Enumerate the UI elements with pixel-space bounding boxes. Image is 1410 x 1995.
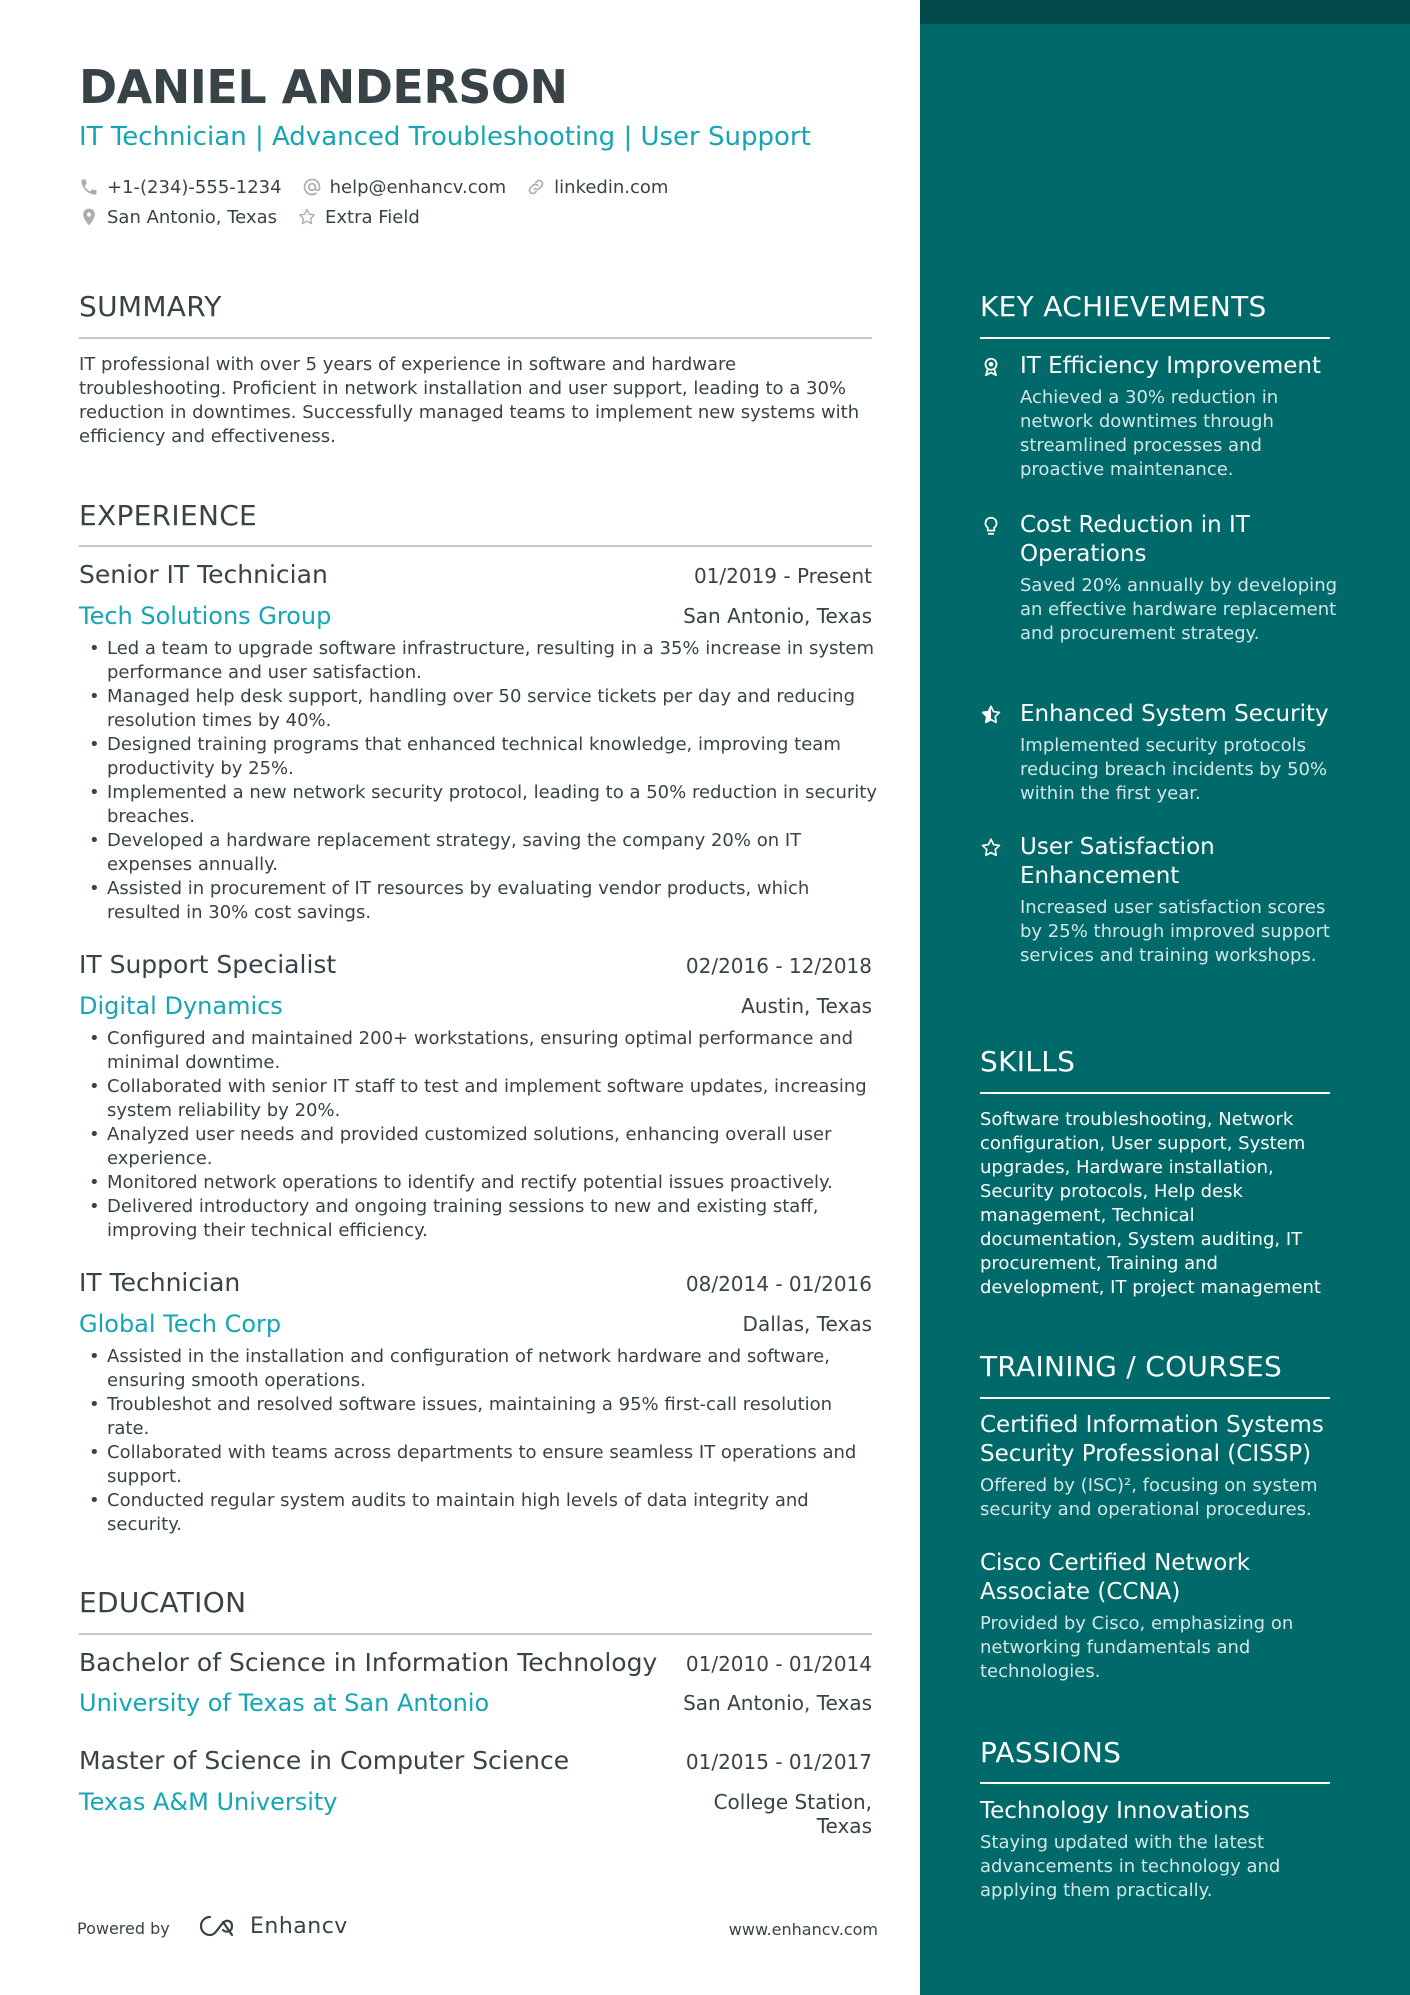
website-text[interactable]: linkedin.com xyxy=(554,176,669,198)
contact-email[interactable] xyxy=(302,177,507,198)
achievements-heading: KEY ACHIEVEMENTS xyxy=(980,290,1267,323)
job-location: Austin, Texas xyxy=(741,994,872,1018)
job-role: IT Support Specialist xyxy=(79,950,337,979)
enhancv-logo xyxy=(196,1912,348,1940)
achievement-desc: Implemented security protocols reducing breach incidents by 50% within the first year. xyxy=(1020,735,1328,804)
job-location: San Antonio, Texas xyxy=(683,604,872,628)
achievement-item xyxy=(980,352,1340,482)
education-date: 01/2010 - 01/2014 xyxy=(685,1652,872,1676)
lightbulb-icon xyxy=(980,515,1002,537)
award-icon xyxy=(980,356,1002,378)
job-bullet: • Designed training programs that enhanced technical knowledge, improving team productivity by 25%. xyxy=(79,733,879,781)
skills-divider xyxy=(980,1092,1330,1094)
contact-location xyxy=(79,207,277,228)
achievement-item xyxy=(980,833,1340,968)
candidate-headline: IT Technician | Advanced Troubleshooting | User Support xyxy=(79,122,811,152)
email-text[interactable]: help@enhancv.com xyxy=(329,176,507,198)
passions-divider xyxy=(980,1782,1330,1784)
education-degree: Master of Science in Computer Science xyxy=(79,1746,570,1775)
job-bullet: • Collaborated with senior IT staff to test and implement software updates, increasing system reliability by 20%. xyxy=(79,1075,879,1123)
achievement-desc: Saved 20% annually by developing an effective hardware replacement and procurement strategy. xyxy=(1020,575,1338,644)
star-outline-icon xyxy=(980,837,1002,859)
passion-title: Technology Innovations xyxy=(980,1798,1250,1824)
training-divider xyxy=(980,1397,1330,1399)
job-date: 08/2014 - 01/2016 xyxy=(685,1272,872,1296)
education-school: University of Texas at San Antonio xyxy=(79,1689,490,1717)
course-item xyxy=(980,1549,1340,1684)
extra-field-text: Extra Field xyxy=(325,206,420,228)
education-location: San Antonio, Texas xyxy=(683,1691,872,1715)
star-half-icon xyxy=(980,704,1002,726)
summary-text: IT professional with over 5 years of experience in software and hardware troubleshooting. Proficient in network installation and user support, leading to a 30% reduction in downtimes. Successfully managed teams to implement new systems with efficiency and effectiveness. xyxy=(79,354,860,447)
skills-text: Software troubleshooting, Network configuration, User support, System upgrades, Hardware installation, Security protocols, Help desk management, Technical documentation, System auditing, IT procurement, Training and development, IT project management xyxy=(980,1109,1321,1298)
job-bullet: • Troubleshot and resolved software issues, maintaining a 95% first-call resolution rate. xyxy=(79,1393,879,1441)
job-bullet: • Developed a hardware replacement strategy, saving the company 20% on IT expenses annually. xyxy=(79,829,879,877)
job-bullets xyxy=(79,637,879,925)
achievement-desc: Increased user satisfaction scores by 25% through improved support services and training workshops. xyxy=(1020,897,1330,966)
course-desc: Offered by (ISC)², focusing on system security and operational procedures. xyxy=(980,1475,1318,1520)
course-title: Cisco Certified Network Associate (CCNA) xyxy=(980,1550,1251,1605)
job-company: Tech Solutions Group xyxy=(79,602,332,630)
achievement-title: Enhanced System Security xyxy=(1020,701,1329,727)
footer-url[interactable]: www.enhancv.com xyxy=(728,1920,878,1939)
job-date: 01/2019 - Present xyxy=(693,564,872,588)
job-role: Senior IT Technician xyxy=(79,560,328,589)
course-item xyxy=(980,1411,1340,1522)
link-icon xyxy=(526,177,546,197)
job-bullet: • Managed help desk support, handling over 50 service tickets per day and reducing resolution times by 40%. xyxy=(79,685,879,733)
enhancv-logo-icon xyxy=(196,1912,242,1940)
job-bullet: • Conducted regular system audits to maintain high levels of data integrity and security. xyxy=(79,1489,879,1537)
contact-website[interactable] xyxy=(526,177,668,198)
achievement-item xyxy=(980,511,1340,646)
job-date: 02/2016 - 12/2018 xyxy=(685,954,872,978)
passion-desc: Staying updated with the latest advancements in technology and applying them practically. xyxy=(980,1832,1281,1901)
job-location: Dallas, Texas xyxy=(742,1312,872,1336)
education-divider xyxy=(79,1633,872,1635)
achievement-title: IT Efficiency Improvement xyxy=(1020,353,1321,379)
job-company: Global Tech Corp xyxy=(79,1310,282,1338)
education-heading: EDUCATION xyxy=(79,1586,247,1619)
location-pin-icon xyxy=(79,207,99,227)
course-title: Certified Information Systems Security Professional (CISSP) xyxy=(980,1412,1324,1467)
job-bullet: • Led a team to upgrade software infrastructure, resulting in a 35% increase in system performance and user satisfaction. xyxy=(79,637,879,685)
job-bullets xyxy=(79,1345,879,1537)
education-school: Texas A&M University xyxy=(79,1788,338,1816)
job-bullet: • Monitored network operations to identify and rectify potential issues proactively. xyxy=(79,1171,879,1195)
summary-heading: SUMMARY xyxy=(79,290,222,323)
achievement-title: User Satisfaction Enhancement xyxy=(1020,834,1215,889)
contact-info xyxy=(79,172,688,232)
location-text: San Antonio, Texas xyxy=(107,206,277,228)
contact-extra xyxy=(297,207,420,228)
summary-divider xyxy=(79,337,872,339)
enhancv-brand: Enhancv xyxy=(250,1913,348,1939)
passion-item xyxy=(980,1797,1340,1903)
job-bullet: • Assisted in procurement of IT resources by evaluating vendor products, which resulted in 30% cost savings. xyxy=(79,877,879,925)
education-date: 01/2015 - 01/2017 xyxy=(685,1750,872,1774)
education-location: College Station, Texas xyxy=(713,1790,872,1838)
job-bullet: • Configured and maintained 200+ workstations, ensuring optimal performance and minimal downtime. xyxy=(79,1027,879,1075)
achievement-item xyxy=(980,700,1340,806)
job-bullets xyxy=(79,1027,879,1243)
education-degree: Bachelor of Science in Information Technology xyxy=(79,1648,658,1677)
footer-powered-by: Powered by xyxy=(77,1919,170,1938)
training-heading: TRAINING / COURSES xyxy=(980,1350,1283,1383)
job-bullet: • Delivered introductory and ongoing training sessions to new and existing staff, improving their technical efficiency. xyxy=(79,1195,879,1243)
job-bullet: • Assisted in the installation and configuration of network hardware and software, ensuring smooth operations. xyxy=(79,1345,879,1393)
sidebar-top-band xyxy=(920,0,1410,24)
experience-heading: EXPERIENCE xyxy=(79,499,258,532)
passions-heading: PASSIONS xyxy=(980,1736,1122,1769)
job-bullet: • Collaborated with teams across departments to ensure seamless IT operations and support. xyxy=(79,1441,879,1489)
phone-icon xyxy=(79,177,99,197)
job-role: IT Technician xyxy=(79,1268,241,1297)
achievement-desc: Achieved a 30% reduction in network downtimes through streamlined processes and proactive maintenance. xyxy=(1020,387,1279,480)
job-bullet: • Implemented a new network security protocol, leading to a 50% reduction in security breaches. xyxy=(79,781,879,829)
course-desc: Provided by Cisco, emphasizing on networking fundamentals and technologies. xyxy=(980,1613,1294,1682)
experience-divider xyxy=(79,545,872,547)
skills-heading: SKILLS xyxy=(980,1045,1076,1078)
contact-phone xyxy=(79,177,282,198)
achievement-title: Cost Reduction in IT Operations xyxy=(1020,512,1250,567)
candidate-name: DANIEL ANDERSON xyxy=(79,60,568,114)
at-icon xyxy=(302,177,322,197)
achievements-divider xyxy=(980,337,1330,339)
job-bullet: • Analyzed user needs and provided customized solutions, enhancing overall user experience. xyxy=(79,1123,879,1171)
job-company: Digital Dynamics xyxy=(79,992,283,1020)
phone-text: +1-(234)-555-1234 xyxy=(107,176,282,198)
star-icon xyxy=(297,207,317,227)
